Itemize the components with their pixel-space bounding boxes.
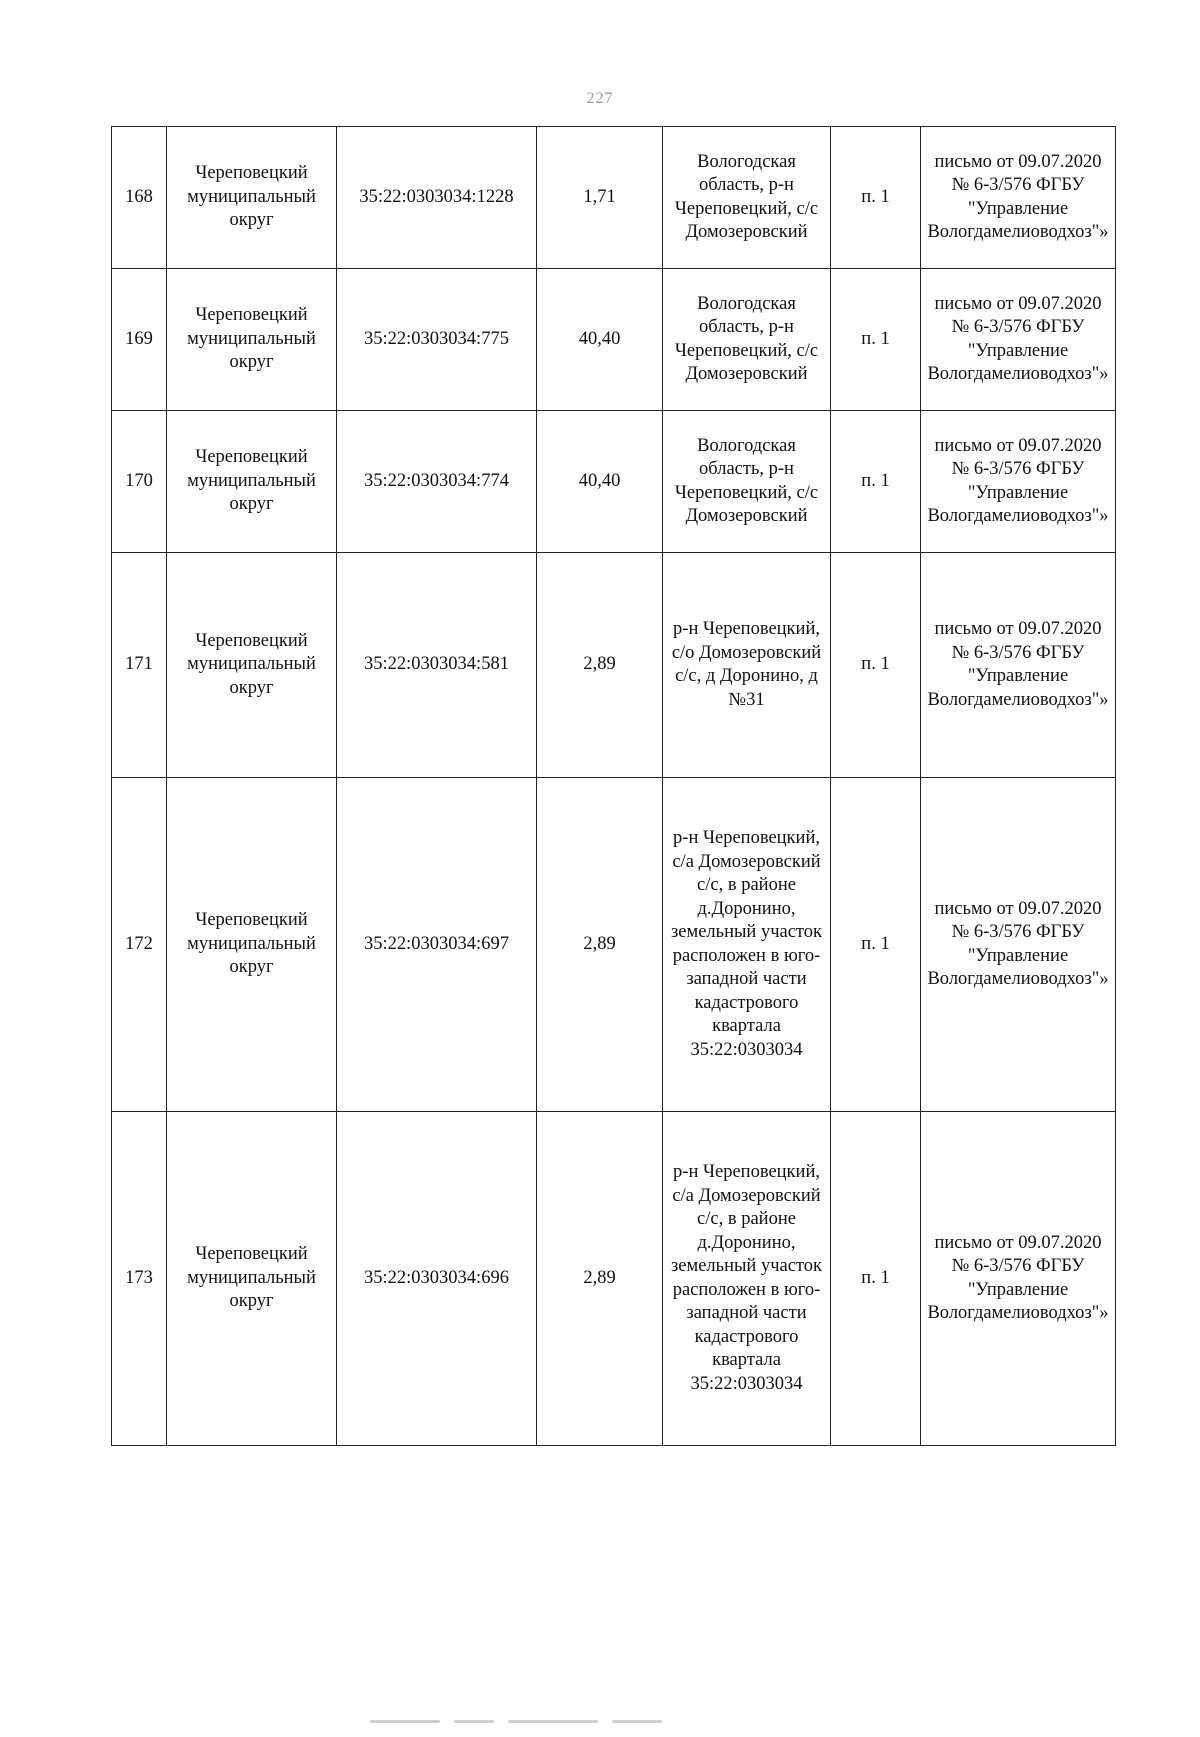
cadastral-number-cell: 35:22:0303034:775 (337, 269, 537, 411)
row-number-cell: 170 (112, 411, 167, 553)
table-row (112, 127, 1116, 269)
row-number-cell: 168 (112, 127, 167, 269)
area-cell: 2,89 (537, 778, 663, 1112)
land-plot-registry-table (111, 126, 1116, 1446)
row-number-cell: 173 (112, 1112, 167, 1446)
district-cell: Череповецкий муниципальный округ (167, 411, 337, 553)
district-cell: Череповецкий муниципальный округ (167, 127, 337, 269)
cadastral-number-cell: 35:22:0303034:697 (337, 778, 537, 1112)
clause-cell: п. 1 (831, 269, 921, 411)
row-number-cell: 171 (112, 553, 167, 778)
clause-cell: п. 1 (831, 411, 921, 553)
address-cell: р-н Череповецкий, с/о Домозеровский с/с, д Доронино, д №31 (663, 553, 831, 778)
address-cell: Вологодская область, р-н Череповецкий, с/с Домозеровский (663, 411, 831, 553)
district-cell: Череповецкий муниципальный округ (167, 778, 337, 1112)
basis-cell: письмо от 09.07.2020 № 6-3/576 ФГБУ "Управление Вологдамелиоводхоз"» (921, 411, 1116, 553)
address-cell: Вологодская область, р-н Череповецкий, с/с Домозеровский (663, 127, 831, 269)
area-cell: 40,40 (537, 269, 663, 411)
address-cell: р-н Череповецкий, с/а Домозеровский с/с, в районе д.Доронино, земельный участок расположен в юго-западной части кадастрового квартала 35:22:0303034 (663, 778, 831, 1112)
scan-artifact (370, 1718, 700, 1724)
table-row (112, 269, 1116, 411)
basis-cell: письмо от 09.07.2020 № 6-3/576 ФГБУ "Управление Вологдамелиоводхоз"» (921, 553, 1116, 778)
clause-cell: п. 1 (831, 553, 921, 778)
basis-cell: письмо от 09.07.2020 № 6-3/576 ФГБУ "Управление Вологдамелиоводхоз"» (921, 269, 1116, 411)
table-row (112, 411, 1116, 553)
table-row (112, 553, 1116, 778)
basis-cell: письмо от 09.07.2020 № 6-3/576 ФГБУ "Управление Вологдамелиоводхоз"» (921, 127, 1116, 269)
cadastral-number-cell: 35:22:0303034:1228 (337, 127, 537, 269)
basis-cell: письмо от 09.07.2020 № 6-3/576 ФГБУ "Управление Вологдамелиоводхоз"» (921, 1112, 1116, 1446)
area-cell: 2,89 (537, 1112, 663, 1446)
area-cell: 1,71 (537, 127, 663, 269)
cadastral-number-cell: 35:22:0303034:696 (337, 1112, 537, 1446)
area-cell: 2,89 (537, 553, 663, 778)
district-cell: Череповецкий муниципальный округ (167, 1112, 337, 1446)
cadastral-number-cell: 35:22:0303034:774 (337, 411, 537, 553)
address-cell: р-н Череповецкий, с/а Домозеровский с/с, в районе д.Доронино, земельный участок расположен в юго-западной части кадастрового квартала 35:22:0303034 (663, 1112, 831, 1446)
page-number: 227 (586, 90, 614, 107)
basis-cell: письмо от 09.07.2020 № 6-3/576 ФГБУ "Управление Вологдамелиоводхоз"» (921, 778, 1116, 1112)
district-cell: Череповецкий муниципальный округ (167, 269, 337, 411)
clause-cell: п. 1 (831, 127, 921, 269)
cadastral-number-cell: 35:22:0303034:581 (337, 553, 537, 778)
address-cell: Вологодская область, р-н Череповецкий, с/с Домозеровский (663, 269, 831, 411)
district-cell: Череповецкий муниципальный округ (167, 553, 337, 778)
area-cell: 40,40 (537, 411, 663, 553)
clause-cell: п. 1 (831, 1112, 921, 1446)
row-number-cell: 172 (112, 778, 167, 1112)
clause-cell: п. 1 (831, 778, 921, 1112)
table-row (112, 778, 1116, 1112)
row-number-cell: 169 (112, 269, 167, 411)
table-row (112, 1112, 1116, 1446)
